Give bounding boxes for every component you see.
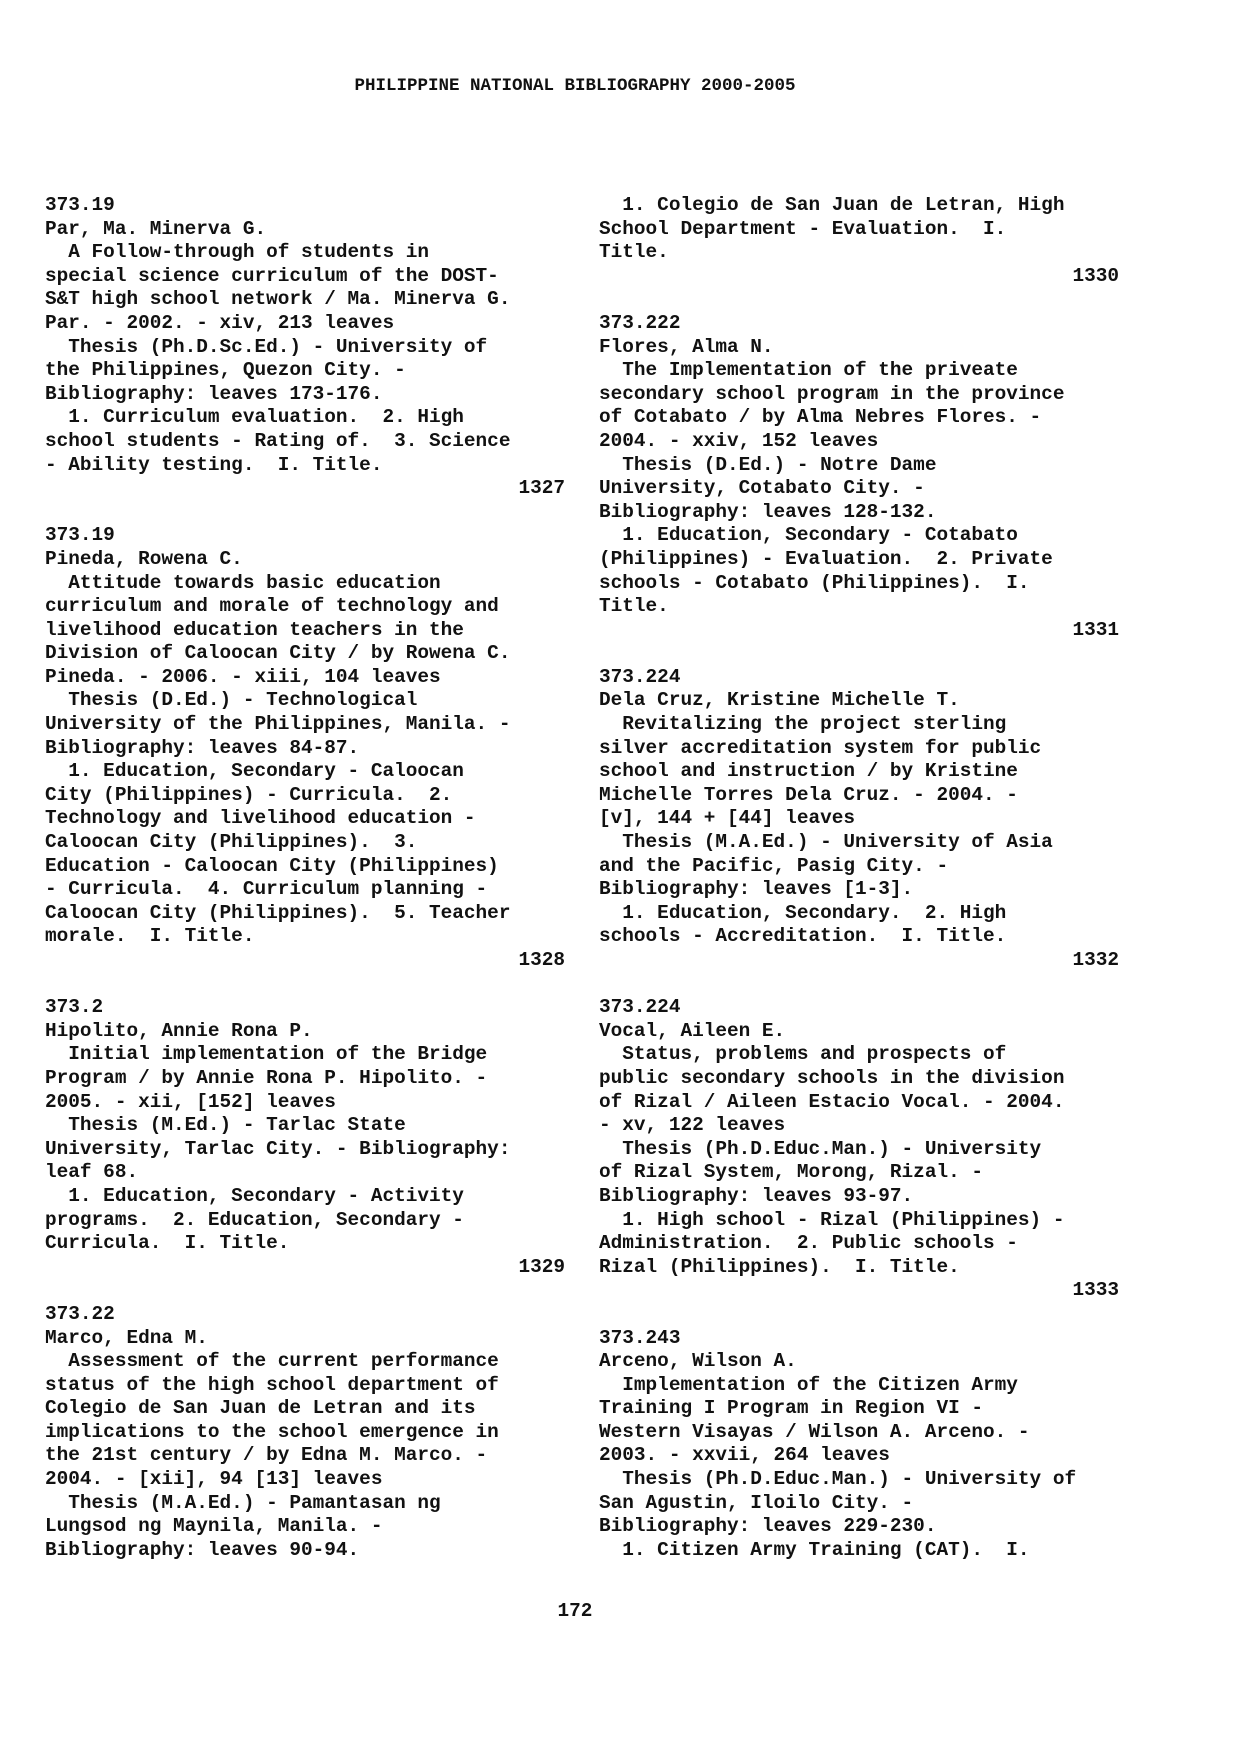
entry-line: schools - Cotabato (Philippines). I. [599, 571, 1030, 594]
entry-line: Bibliography: leaves 93-97. [599, 1184, 914, 1207]
entry-line: of Rizal / Aileen Estacio Vocal. - 2004. [599, 1090, 1065, 1113]
entry-line: A Follow-through of students in [45, 241, 429, 264]
entry-line: Assessment of the current performance [45, 1350, 499, 1373]
entry-line: Dela Cruz, Kristine Michelle T. [599, 689, 960, 712]
entry-line: Attitude towards basic education [45, 571, 441, 594]
blank-line [45, 1279, 565, 1303]
entry-line: Marco, Edna M. [45, 1326, 208, 1349]
entry-line: Title. [599, 595, 669, 618]
entry-line: Technology and livelihood education - [45, 807, 476, 830]
entry-line: 1. Curriculum evaluation. 2. High [45, 406, 464, 429]
entry-line: the 21st century / by Edna M. Marco. - [45, 1444, 488, 1467]
entry-line: 1. Education, Secondary - Cotabato [599, 524, 1018, 547]
entry-line: Thesis (M.A.Ed.) - Pamantasan ng [45, 1491, 441, 1514]
entry-line: programs. 2. Education, Secondary - [45, 1208, 464, 1231]
blank-line [599, 973, 1119, 997]
entry-line: Initial implementation of the Bridge [45, 1043, 488, 1066]
entry-line: University, Tarlac City. - Bibliography: [45, 1137, 511, 1160]
entry-line: University, Cotabato City. - [599, 477, 925, 500]
entry-line: 373.22 [45, 1302, 115, 1325]
entry-line: Bibliography: leaves 128-132. [599, 500, 937, 523]
entry-line: Caloocan City (Philippines). 5. Teacher [45, 901, 511, 924]
entry-line: Thesis (D.Ed.) - Technological [45, 689, 418, 712]
entry-line: 373.243 [599, 1326, 681, 1349]
entry-line: Bibliography: leaves 229-230. [599, 1515, 937, 1538]
entry-line: San Agustin, Iloilo City. - [599, 1491, 914, 1514]
entry-line: Administration. 2. Public schools - [599, 1232, 1018, 1255]
entry-line: Western Visayas / Wilson A. Arceno. - [599, 1420, 1030, 1443]
entry-line: Training I Program in Region VI - [599, 1397, 983, 1420]
entry-line: Rizal (Philippines). I. Title. [599, 1255, 960, 1278]
entry-line: 373.224 [599, 665, 681, 688]
entry-line: 373.2 [45, 996, 104, 1019]
entry-line: Program / by Annie Rona P. Hipolito. - [45, 1066, 488, 1089]
entry-line: Caloocan City (Philippines). 3. [45, 831, 418, 854]
entry-line: and the Pacific, Pasig City. - [599, 854, 949, 877]
entry-line: - Ability testing. I. Title. [45, 453, 383, 476]
entry-line: Bibliography: leaves [1-3]. [599, 878, 914, 901]
entry-line: [v], 144 + [44] leaves [599, 807, 855, 830]
entry-line: Thesis (M.A.Ed.) - University of Asia [599, 831, 1053, 854]
entry-line: Bibliography: leaves 84-87. [45, 736, 360, 759]
blank-line [599, 1303, 1119, 1327]
right-column [599, 194, 1119, 1562]
blank-line [45, 501, 565, 525]
left-column [45, 194, 565, 1562]
entry-line: leaf 68. [45, 1161, 139, 1184]
entry-line: (Philippines) - Evaluation. 2. Private [599, 547, 1053, 570]
blank-line [599, 642, 1119, 666]
entry-line: Thesis (Ph.D.Sc.Ed.) - University of [45, 335, 488, 358]
blank-line [45, 973, 565, 997]
entry-line: The Implementation of the priveate [599, 359, 1018, 382]
entry-line: 2003. - xxvii, 264 leaves [599, 1444, 890, 1467]
entry-line: Arceno, Wilson A. [599, 1350, 797, 1373]
entry-line: livelihood education teachers in the [45, 618, 464, 641]
entry-line: Thesis (Ph.D.Educ.Man.) - University [599, 1137, 1042, 1160]
entry-line: Bibliography: leaves 90-94. [45, 1538, 360, 1561]
entry-line: Vocal, Aileen E. [599, 1019, 786, 1042]
entry-line: Bibliography: leaves 173-176. [45, 382, 383, 405]
entry-line: 373.224 [599, 996, 681, 1019]
entry-line: 1. Colegio de San Juan de Letran, High [599, 194, 1065, 216]
entry-line: 1. Education, Secondary - Activity [45, 1184, 464, 1207]
entry-line: school students - Rating of. 3. Science [45, 429, 511, 452]
entry-line: - Curricula. 4. Curriculum planning - [45, 878, 488, 901]
page-number: 172 [557, 1600, 593, 1622]
entry-line: implications to the school emergence in [45, 1420, 499, 1443]
entry-line: School Department - Evaluation. I. [599, 217, 1007, 240]
entry-line: curriculum and morale of technology and [45, 595, 499, 618]
entry-line: Hipolito, Annie Rona P. [45, 1019, 313, 1042]
entry-line: Thesis (Ph.D.Educ.Man.) - University of [599, 1468, 1077, 1491]
entry-line: 373.222 [599, 311, 681, 334]
entry-line: special science curriculum of the DOST- [45, 264, 499, 287]
entry-line: status of the high school department of [45, 1373, 499, 1396]
entry-number: 1331 [1072, 618, 1119, 641]
entry-line: Title. [599, 241, 669, 264]
entry-line: Pineda, Rowena C. [45, 547, 243, 570]
entry-line: University of the Philippines, Manila. - [45, 713, 511, 736]
entry-number: 1327 [518, 477, 565, 500]
entry-number: 1328 [518, 949, 565, 971]
entry-line: Implementation of the Citizen Army [599, 1373, 1018, 1396]
entry-line: 1. Education, Secondary - Caloocan [45, 760, 464, 783]
entry-line: 373.19 [45, 194, 115, 216]
entry-line: silver accreditation system for public [599, 736, 1042, 759]
entry-line: Pineda. - 2006. - xiii, 104 leaves [45, 665, 441, 688]
blank-line [599, 288, 1119, 312]
entry-line: 1. High school - Rizal (Philippines) - [599, 1208, 1065, 1231]
entry-line: 373.19 [45, 524, 115, 547]
entry-line: Division of Caloocan City / by Rowena C. [45, 642, 511, 665]
running-head: PHILIPPINE NATIONAL BIBLIOGRAPHY 2000-2005 [354, 76, 796, 96]
entry-line: secondary school program in the province [599, 382, 1065, 405]
entry-line: of Cotabato / by Alma Nebres Flores. - [599, 406, 1042, 429]
entry-line: public secondary schools in the division [599, 1066, 1065, 1089]
entry-line: Colegio de San Juan de Letran and its [45, 1397, 476, 1420]
entry-line: - xv, 122 leaves [599, 1114, 786, 1137]
entry-number: 1332 [1072, 949, 1119, 971]
entry-line: schools - Accreditation. I. Title. [599, 925, 1007, 948]
entry-number: 1329 [518, 1255, 565, 1278]
entry-line: Education - Caloocan City (Philippines) [45, 854, 499, 877]
entry-line: 2004. - [xii], 94 [13] leaves [45, 1468, 383, 1491]
entry-line: school and instruction / by Kristine [599, 760, 1018, 783]
entry-line: Par, Ma. Minerva G. [45, 217, 267, 240]
entry-line: S&T high school network / Ma. Minerva G. [45, 288, 511, 311]
entry-line: Par. - 2002. - xiv, 213 leaves [45, 311, 395, 334]
entry-line: the Philippines, Quezon City. - [45, 359, 406, 382]
entry-line: 1. Citizen Army Training (CAT). I. [599, 1538, 1030, 1561]
entry-line: Flores, Alma N. [599, 335, 774, 358]
entry-line: Curricula. I. Title. [45, 1232, 290, 1255]
entry-line: Michelle Torres Dela Cruz. - 2004. - [599, 783, 1018, 806]
entry-line: 2005. - xii, [152] leaves [45, 1090, 336, 1113]
entry-line: of Rizal System, Morong, Rizal. - [599, 1161, 983, 1184]
entry-line: Thesis (D.Ed.) - Notre Dame [599, 453, 937, 476]
entry-line: City (Philippines) - Curricula. 2. [45, 783, 453, 806]
entry-line: morale. I. Title. [45, 925, 255, 948]
entry-line: 1. Education, Secondary. 2. High [599, 901, 1007, 924]
entry-line: 2004. - xxiv, 152 leaves [599, 429, 879, 452]
entry-number: 1330 [1072, 264, 1119, 287]
entry-line: Thesis (M.Ed.) - Tarlac State [45, 1114, 406, 1137]
entry-line: Revitalizing the project sterling [599, 713, 1007, 736]
entry-number: 1333 [1072, 1279, 1119, 1302]
entry-line: Lungsod ng Maynila, Manila. - [45, 1515, 383, 1538]
entry-line: Status, problems and prospects of [599, 1043, 1007, 1066]
